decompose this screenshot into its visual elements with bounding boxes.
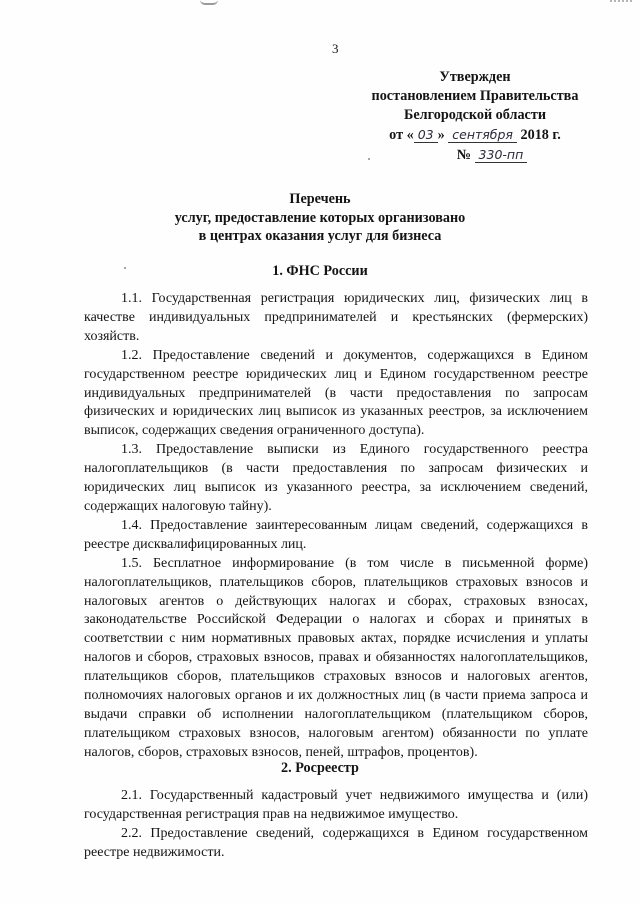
approval-date-year: 2018 г. <box>520 127 561 143</box>
approval-line-resolution: постановлением Правительства <box>371 88 579 104</box>
section-heading-rosreestr: 2. Росреестр <box>281 760 359 776</box>
approval-date-prefix: от « <box>389 127 414 143</box>
page-number: 3 <box>332 41 339 56</box>
title-line-list: Перечень <box>289 191 351 207</box>
approval-date-month: сентября <box>448 127 517 143</box>
title-line-centers: в центрах оказания услуг для бизнеса <box>198 228 442 244</box>
approval-date-line <box>355 125 595 145</box>
document-title <box>150 190 490 246</box>
section-body-fns <box>84 290 588 763</box>
list-item: 1.5. Бесплатное информирование (в том числе в письменной форме) налогоплательщиков, плательщиков сборов, плательщиков страховых взносов и налоговых агентов о действующих налогах и сборах, страховых взносах, законодательстве Российской Федерации о налогах и сборах и принятых в соответствии с ним нормативных правовых актах, порядке исчисления и уплаты налогов и сборов, страховых взносов, правах и обязанностях налогоплательщиков, плательщиков сборов, плательщиков страховых взносов и налоговых агентов, полномочиях налоговых органов и их должностных лиц (в части приема запроса и выдачи справки об исполнении налогоплательщиком (плательщиком сборов, плательщиком страховых взносов, налоговым агентом) обязанности по уплате налогов, сборов, страховых взносов, пеней, штрафов, процентов). <box>84 555 588 760</box>
approval-number-line <box>389 145 595 165</box>
list-item: 2.2. Предоставление сведений, содержащихся в Едином государственном реестре недвижимости. <box>84 825 588 860</box>
section-heading-fns: 1. ФНС России <box>272 263 368 279</box>
section-body-rosreestr <box>84 787 588 863</box>
approval-line-region: Белгородской области <box>404 107 546 123</box>
approval-date-day: 03 <box>414 127 438 143</box>
list-item: 2.1. Государственный кадастровый учет недвижимого имущества и (или) государственная регистрация прав на недвижимое имущество. <box>84 788 588 822</box>
list-item: 1.2. Предоставление сведений и документов, содержащихся в Едином государственном реестре юридических лиц и Едином государственном реестре индивидуальных предпринимателей (в части предоставления по запросам физических и юридических лиц выписок из указанных реестров, за исключением выписок, содержащих сведения ограниченного доступа). <box>84 347 588 439</box>
approval-block <box>355 68 595 165</box>
approval-line-approved: Утвержден <box>439 69 511 85</box>
list-item: 1.1. Государственная регистрация юридических лиц, физических лиц в качестве индивидуальных предпринимателей и крестьянских (фермерских) хозяйств. <box>84 291 588 344</box>
scan-mark-top <box>200 0 218 5</box>
approval-number-prefix: № <box>456 147 471 163</box>
list-item: 1.3. Предоставление выписки из Единого государственного реестра налогоплательщиков (в части предоставления по запросам физических и юридических лиц выписок из указанного реестра, за исключением сведений, содержащих налоговую тайну). <box>84 442 588 514</box>
approval-number-value: 330-пп <box>475 147 528 163</box>
scan-mark-corner <box>610 0 632 8</box>
title-line-services: услуг, предоставление которых организовано <box>174 209 466 226</box>
approval-date-mid: » <box>437 127 449 143</box>
scan-speck <box>124 267 126 269</box>
list-item: 1.4. Предоставление заинтересованным лицам сведений, содержащихся в реестре дисквалифицированных лиц. <box>84 517 588 552</box>
